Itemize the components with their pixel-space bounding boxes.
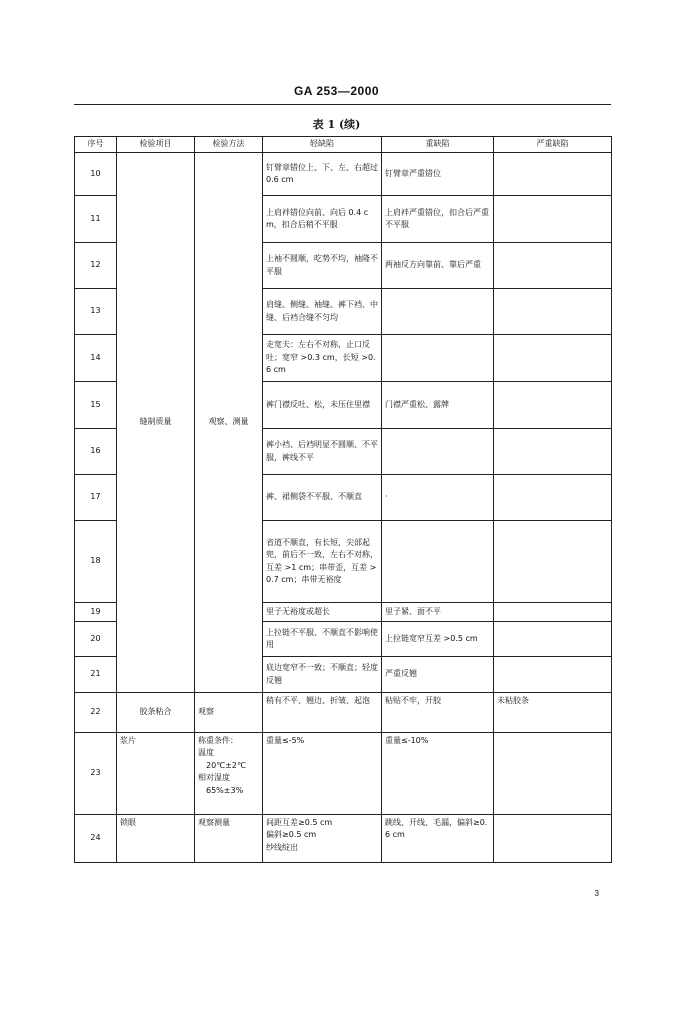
row-item: 浆片 [117,733,195,815]
table-row [75,153,612,196]
severe-defect [494,603,612,622]
row-no: 11 [75,196,117,243]
severe-defect [494,243,612,289]
row-item: 胶条粘合 [117,693,195,733]
light-defect: 省道不顺直，有长短，尖部起兜，前后不一致，左右不对称，互差 >1 cm；串带歪，互差 >0.7 cm；串带无裕度 [263,521,382,603]
light-defect: 里子无裕度或超长 [263,603,382,622]
heavy-defect [382,335,494,382]
row-no: 22 [75,693,117,733]
row-no: 14 [75,335,117,382]
severe-defect [494,521,612,603]
severe-defect [494,153,612,196]
header-no: 序号 [75,137,117,153]
row-method [195,733,263,815]
row-no: 19 [75,603,117,622]
group-item-cell: 缝制质量 [117,153,195,693]
light-line: 偏斜≥0.5 cm [266,830,317,840]
table-row [75,693,612,733]
row-no: 15 [75,382,117,429]
page-number: 3 [594,889,599,898]
method-line: 温度 [198,748,214,758]
severe-defect [494,475,612,521]
row-no: 10 [75,153,117,196]
method-line: 相对湿度 [198,773,230,783]
light-defect: 重量≤-5% [263,733,382,815]
heavy-defect: 粘贴不牢，开胶 [382,693,494,733]
severe-defect [494,657,612,693]
method-line: 称重条件： [198,736,238,745]
severe-defect: 未粘胶条 [494,693,612,733]
severe-defect [494,733,612,815]
group-method-cell: 观察、测量 [195,153,263,693]
heavy-defect: 门襟严重松、露牌 [382,382,494,429]
light-line: 间距互差≥0.5 cm [266,818,333,827]
table-caption: 表 1 (续) [312,118,361,131]
method-line: 65%±3% [206,785,244,795]
row-no: 23 [75,733,117,815]
severe-defect [494,382,612,429]
heavy-defect: 里子紧、面不平 [382,603,494,622]
heavy-defect: · [382,475,494,521]
light-defect: 稍有不平、翘边、折皱、起泡 [263,693,382,733]
heavy-defect [382,429,494,475]
header-light: 轻缺陷 [263,137,382,153]
row-item: 锁眼 [117,815,195,863]
header-item: 检验项目 [117,137,195,153]
table-header-row [75,137,612,153]
light-defect: 走宽夫：左右不对称，止口反吐；宽窄 >0.3 cm，长短 >0.6 cm [263,335,382,382]
defect-table [74,136,612,863]
method-line: 20℃±2℃ [206,760,246,770]
row-method: 观察测量 [195,815,263,863]
light-defect: 上拉链不平服、不顺直不影响使用 [263,622,382,657]
light-defect [263,815,382,863]
row-no: 12 [75,243,117,289]
severe-defect [494,335,612,382]
severe-defect [494,815,612,863]
heavy-defect: 严重反翘 [382,657,494,693]
heavy-defect [382,289,494,335]
header-method: 检验方法 [195,137,263,153]
light-line: 纱线绽出 [266,842,298,852]
heavy-defect: 跳线、开线、毛漏，偏斜≥0.6 cm [382,815,494,863]
row-no: 20 [75,622,117,657]
light-defect: 底边宽窄不一致；不顺直；轻度反翘 [263,657,382,693]
severe-defect [494,289,612,335]
severe-defect [494,429,612,475]
light-defect: 钉臂章错位上、下、左、右超过 0.6 cm [263,153,382,196]
light-defect: 上袖不圆顺，吃势不均，袖隆不平服 [263,243,382,289]
header-severe: 严重缺陷 [494,137,612,153]
standard-code: GA 253—2000 [293,84,380,98]
row-no: 18 [75,521,117,603]
row-no: 24 [75,815,117,863]
heavy-defect [382,521,494,603]
severe-defect [494,196,612,243]
heavy-defect: 上拉链宽窄互差 >0.5 cm [382,622,494,657]
row-method: 观察 [195,693,263,733]
light-defect: 裤、裙侧袋不平服、不顺直 [263,475,382,521]
light-defect: 肩缝、侧缝、袖缝、裤下裆、中缝、后裆合缝不匀均 [263,289,382,335]
heavy-defect: 钉臂章严重错位 [382,153,494,196]
row-no: 21 [75,657,117,693]
row-no: 13 [75,289,117,335]
header-heavy: 重缺陷 [382,137,494,153]
row-no: 17 [75,475,117,521]
row-no: 16 [75,429,117,475]
light-defect: 上肩袢错位向前、向后 0.4 cm，扣合后稍不平服 [263,196,382,243]
heavy-defect: 两袖反方向靠前、靠后严重 [382,243,494,289]
table-row [75,733,612,815]
heavy-defect: 重量≤-10% [382,733,494,815]
severe-defect [494,622,612,657]
table-row [75,815,612,863]
light-defect: 裤门襟反吐、松，未压住里襟 [263,382,382,429]
heavy-defect: 上肩袢严重错位，扣合后严重不平服 [382,196,494,243]
header-rule [74,104,611,105]
light-defect: 裤小裆、后裆明显不圆顺、不平服，裤线不平 [263,429,382,475]
